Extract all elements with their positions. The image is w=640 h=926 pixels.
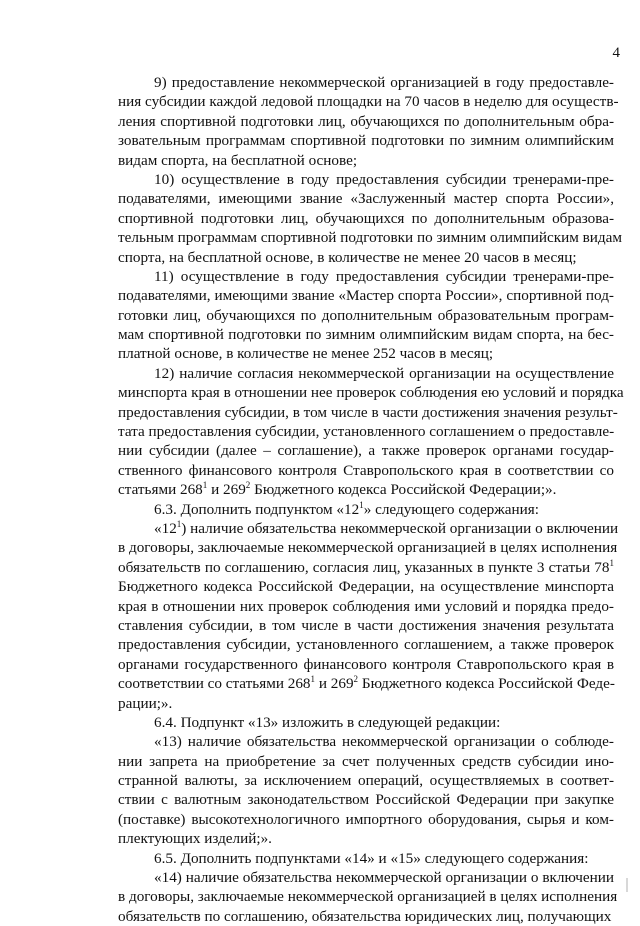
paragraph-p12 bbox=[118, 364, 624, 500]
superscript: 1 bbox=[359, 499, 364, 510]
superscript: 1 bbox=[609, 557, 614, 568]
superscript: 1 bbox=[202, 480, 208, 491]
text-line: ствии с валютным законодательством Российской Федерации при закупке bbox=[118, 791, 614, 809]
paragraph-p9 bbox=[118, 73, 619, 170]
text-line: 6.3. Дополнить подпунктом «$12^1$» следующего содержания: bbox=[154, 499, 539, 518]
text-line: органами государственного финансового контроля Ставропольского края в bbox=[118, 655, 614, 673]
text-line: странной валюты, за исключением операций, осуществляемых в соответ- bbox=[118, 772, 614, 790]
text-line: края в отношении них проверок соблюдения ими условий и порядка предо- bbox=[118, 597, 614, 615]
paragraph-p6_4 bbox=[118, 713, 614, 732]
text-line: 9) предоставление некоммерческой организацией в году предоставле- bbox=[154, 74, 614, 91]
superscript: 2 bbox=[245, 480, 251, 491]
text-line: зовательным программам спортивной подготовки по зимним олимпийским bbox=[118, 132, 614, 150]
text-line: 10) осуществление в году предоставления субсидии тренерами-пре- bbox=[154, 170, 614, 188]
paragraph-p12_1 bbox=[118, 518, 619, 713]
text-line: 6.4. Подпункт «13» изложить в следующей редакции: bbox=[154, 713, 501, 731]
text-line: тельным программам спортивной подготовки по зимним олимпийским видам bbox=[118, 229, 623, 247]
text-line: в договоры, заключаемые некоммерческой организацией в целях исполнения bbox=[118, 888, 618, 906]
text-line: «13) наличие обязательства некоммерческой организации о соблюде- bbox=[154, 733, 614, 751]
text-line: ственного финансового контроля Ставропольского края в соответствии со bbox=[118, 461, 614, 479]
text-line: «$12^1$) наличие обязательства некоммерческой организации о включении bbox=[154, 518, 619, 537]
superscript: 1 bbox=[310, 674, 316, 685]
text-line: мам спортивной подготовки по зимним олимпийским видам спорта, на бес- bbox=[118, 326, 614, 344]
paragraph-p6_3 bbox=[118, 500, 614, 519]
text-line: плектующих изделий;». bbox=[118, 830, 272, 848]
text-line: видам спорта, на бесплатной основе; bbox=[118, 151, 358, 169]
text-line: статьями $268^1$ и $269^2$ Бюджетного кодекса Российской Федерации;». bbox=[118, 480, 557, 499]
text-line: «14) наличие обязательства некоммерческой организации о включении bbox=[154, 869, 614, 887]
text-line: ния субсидии каждой ледовой площадки на 70 часов в неделю для осуществ- bbox=[118, 93, 619, 111]
paragraph-p13 bbox=[118, 732, 614, 848]
text-line: 12) наличие согласия некоммерческой организации на осуществление bbox=[154, 364, 614, 382]
paragraph-p14 bbox=[118, 868, 618, 926]
text-line: обязательств по соглашению, согласия лиц, указанных в пункте 3 статьи $78^1$ bbox=[118, 557, 614, 576]
text-line: спорта, на бесплатной основе, в количестве не менее 20 часов в месяц; bbox=[118, 248, 577, 266]
text-line: минспорта края в отношении нее проверок соблюдения ею условий и порядка bbox=[118, 384, 624, 402]
text-line: готовки лиц, обучающихся по дополнительным образовательным програм- bbox=[118, 306, 614, 324]
text-line: спортивной подготовки лиц, обучающихся по дополнительным образова- bbox=[118, 209, 614, 227]
text-line: нии субсидии (далее – соглашение), а также проверок органами государ- bbox=[118, 442, 614, 460]
document-body bbox=[118, 73, 624, 926]
text-line: предоставления субсидии, установленного соглашением, а также проверок bbox=[118, 636, 614, 654]
paragraph-p6_5 bbox=[118, 849, 614, 868]
page-number: 4 bbox=[612, 45, 620, 61]
paragraph-p11 bbox=[118, 267, 614, 364]
superscript: 2 bbox=[353, 674, 359, 685]
text-line: платной основе, в количестве не менее 252 часов в месяц; bbox=[118, 345, 494, 363]
text-line: соответствии со статьями $268^1$ и $269^2$ Бюджетного кодекса Российской Феде- bbox=[118, 674, 615, 693]
text-line: подавателями, имеющими звание «Заслуженный мастер спорта России», bbox=[118, 190, 614, 208]
text-line: обязательств по соглашению, обязательства юридических лиц, получающих bbox=[118, 907, 612, 925]
text-line: Бюджетного кодекса Российской Федерации, на осуществление минспорта bbox=[118, 578, 614, 596]
text-line: рации;». bbox=[118, 694, 173, 712]
text-line: ления спортивной подготовки лиц, обучающихся по дополнительным обра- bbox=[118, 112, 614, 130]
text-line: (поставке) высокотехнологичного импортного оборудования, сырья и ком- bbox=[118, 810, 614, 828]
paragraph-p10 bbox=[118, 170, 623, 267]
text-line: предоставления субсидии, в том числе в части достижения значения результ- bbox=[118, 403, 618, 421]
text-line: подавателями, имеющими звание «Мастер спорта России», спортивной под- bbox=[118, 287, 614, 305]
text-line: 11) осуществление в году предоставления субсидии тренерами-пре- bbox=[154, 267, 614, 285]
text-line: нии запрета на приобретение за счет полученных средств субсидии ино- bbox=[118, 752, 614, 770]
text-line: ставления субсидии, в том числе в части достижения значения результата bbox=[118, 616, 614, 634]
text-line: 6.5. Дополнить подпунктами «14» и «15» следующего содержания: bbox=[154, 849, 589, 867]
text-line: тата предоставления субсидии, установленного соглашением о предоставле- bbox=[118, 423, 615, 441]
superscript: 1 bbox=[176, 518, 182, 529]
scan-edge-mark bbox=[626, 878, 628, 892]
text-line: в договоры, заключаемые некоммерческой организацией в целях исполнения bbox=[118, 539, 618, 557]
